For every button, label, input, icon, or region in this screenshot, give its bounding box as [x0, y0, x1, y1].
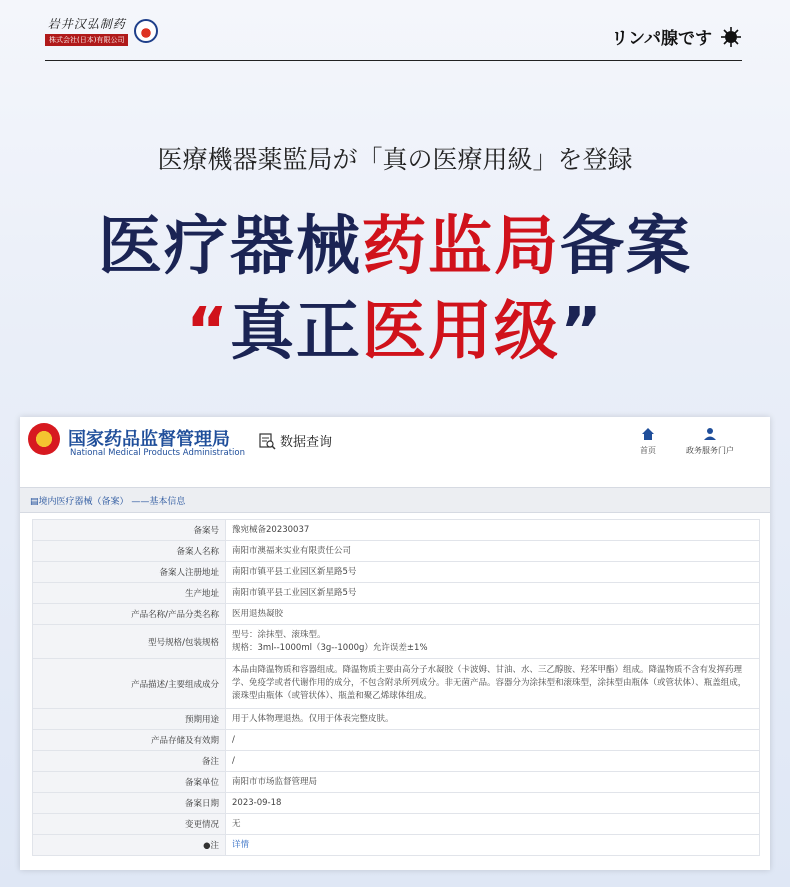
row-value: 医用退热凝胶: [226, 604, 760, 625]
row-value: 南阳市镇平县工业园区新星路5号: [226, 562, 760, 583]
headline-2-part-1: 真正: [230, 295, 362, 369]
row-key: 产品描述/主要组成成分: [33, 659, 226, 709]
data-query-icon: [258, 432, 276, 450]
table-row: [33, 814, 760, 835]
section-bar: [20, 487, 770, 513]
spec-size: 规格：3ml--1000ml（3g--1000g）允许误差±1%: [232, 642, 428, 653]
row-key: 备案单位: [33, 772, 226, 793]
row-key: 备注: [33, 751, 226, 772]
row-value: 南阳市镇平县工业园区新星路5号: [226, 583, 760, 604]
brand-wordmark: [45, 15, 128, 46]
row-key: 备案人注册地址: [33, 562, 226, 583]
brand-name: 岩井汉弘制药: [47, 17, 126, 31]
document-icon: ▤: [30, 497, 39, 507]
headline-1-part-2: 药监局: [362, 210, 560, 284]
headline-1-part-3: 备案: [560, 210, 692, 284]
subtitle: 医療機器薬監局が「真の医療用級」を登録: [157, 145, 633, 174]
row-value: /: [226, 730, 760, 751]
nav-service-portal-label: 政务服务门户: [686, 446, 734, 455]
row-value[interactable]: [226, 835, 760, 856]
table-row: [33, 562, 760, 583]
row-key: 预期用途: [33, 709, 226, 730]
nav-home-label: 首页: [640, 446, 656, 455]
headline-2-part-2: 医用级: [362, 295, 560, 369]
brand-subtitle: 株式会社(日本)有限公司: [45, 34, 128, 46]
table-row: [33, 541, 760, 562]
section-title-text: 境内医疗器械（备案） ——基本信息: [38, 497, 186, 507]
nav-service-portal[interactable]: [686, 427, 734, 456]
headline-1-part-1: 医疗器械: [98, 210, 362, 284]
row-value: 用于人体物理退热。仅用于体表完整皮肤。: [226, 709, 760, 730]
row-key: 产品名称/产品分类名称: [33, 604, 226, 625]
headline-2-close-quote: ”: [560, 295, 605, 369]
row-value: 本品由降温物质和容器组成。降温物质主要由高分子水凝胶（卡波姆、甘油、水、三乙醇胺、羟苯甲酯）组成。降温物质不含有发挥药理学、免疫学或者代谢作用的成分，不包含附录所列成分。非无菌产品。容器分为涂抹型和滚珠型，涂抹型由瓶体（或管状体）、瓶盖组成，滚珠型由瓶体（或管状体）、瓶盖和聚乙烯球体组成。: [226, 659, 760, 709]
brand-logo-group: [45, 15, 158, 46]
data-query-link[interactable]: [258, 431, 332, 450]
headline-line-2: [0, 280, 790, 372]
home-icon: [641, 427, 655, 441]
nmpa-header: [20, 417, 770, 475]
row-key: 备案日期: [33, 793, 226, 814]
section-title: [30, 494, 185, 507]
corner-label: [611, 24, 742, 49]
row-value: 南阳市市场监督管理局: [226, 772, 760, 793]
nmpa-screenshot-panel: [20, 417, 770, 870]
national-emblem-icon: [28, 423, 60, 455]
record-info-table: [32, 519, 760, 856]
spec-model: 型号：涂抹型、滚珠型。: [232, 629, 326, 640]
row-value: [226, 625, 760, 659]
row-value: 2023-09-18: [226, 793, 760, 814]
table-row: [33, 583, 760, 604]
headline-2-open-quote: “: [185, 295, 230, 369]
nmpa-name-en: National Medical Products Administration: [70, 448, 245, 458]
headline-line-1: [0, 195, 790, 287]
row-key: ●注: [33, 835, 226, 856]
nav-home[interactable]: [640, 427, 656, 456]
brand-emblem-icon: [134, 19, 158, 43]
table-row: [33, 772, 760, 793]
data-query-label: 数据查询: [280, 435, 333, 450]
row-value: 豫宛械备20230037: [226, 520, 760, 541]
table-row: [33, 625, 760, 659]
table-row: [33, 835, 760, 856]
details-link[interactable]: 详情: [232, 839, 250, 850]
row-value: 无: [226, 814, 760, 835]
row-key: 生产地址: [33, 583, 226, 604]
row-key: 产品存储及有效期: [33, 730, 226, 751]
row-key: 变更情况: [33, 814, 226, 835]
virus-icon: [720, 26, 742, 48]
table-row: [33, 751, 760, 772]
user-icon: [703, 427, 717, 441]
row-key: 备案人名称: [33, 541, 226, 562]
row-value: /: [226, 751, 760, 772]
row-key: 型号规格/包装规格: [33, 625, 226, 659]
table-row: [33, 520, 760, 541]
row-key: 备案号: [33, 520, 226, 541]
row-value: 南阳市澳福来实业有限责任公司: [226, 541, 760, 562]
table-row: [33, 709, 760, 730]
nmpa-name-cn[interactable]: 国家药品监督管理局: [68, 429, 230, 450]
table-row: [33, 730, 760, 751]
corner-label-text: リンパ腺です: [611, 29, 712, 49]
table-row: [33, 604, 760, 625]
table-row: [33, 793, 760, 814]
top-bar: [45, 12, 742, 61]
table-row: [33, 659, 760, 709]
